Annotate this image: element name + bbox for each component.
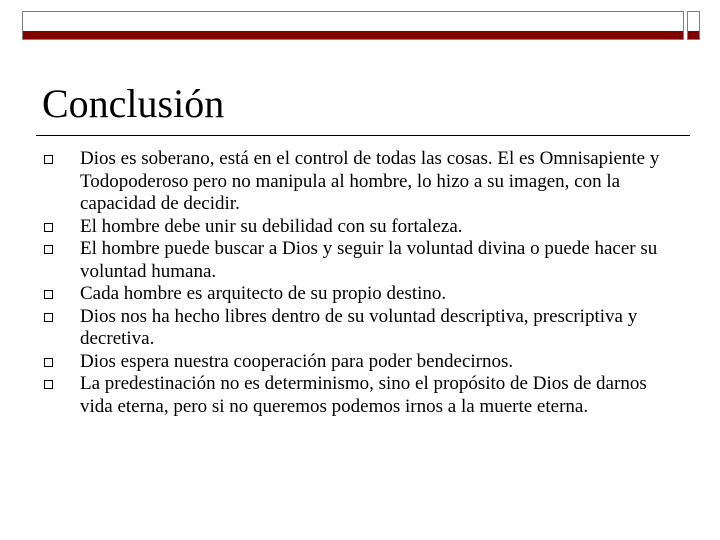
corner-accent-strip <box>688 31 699 39</box>
hollow-square-bullet-icon <box>44 155 53 164</box>
bullet-item <box>44 216 684 239</box>
hollow-square-bullet-icon <box>44 223 53 232</box>
bullet-item <box>44 283 684 306</box>
header-corner-block <box>687 11 700 40</box>
bullet-item <box>44 373 684 418</box>
hollow-square-bullet-icon <box>44 290 53 299</box>
hollow-square-bullet-icon <box>44 245 53 254</box>
hollow-square-bullet-icon <box>44 313 53 322</box>
bullet-text: El hombre puede buscar a Dios y seguir la voluntad divina o puede hacer su voluntad humana. <box>80 238 658 282</box>
hollow-square-bullet-icon <box>44 358 53 367</box>
bullet-item <box>44 306 684 351</box>
bullet-item <box>44 238 684 283</box>
hollow-square-bullet-icon <box>44 380 53 389</box>
title-divider <box>36 135 690 136</box>
bullet-text: La predestinación no es determinismo, sino el propósito de Dios de darnos vida eterna, pero si no queremos podemos irnos a la muerte eterna. <box>80 373 647 417</box>
slide-title: Conclusión <box>42 81 225 126</box>
bullet-text: Dios nos ha hecho libres dentro de su voluntad descriptiva, prescriptiva y decretiva. <box>80 305 638 349</box>
bullet-list <box>44 148 684 418</box>
header-accent-strip <box>23 31 683 39</box>
bullet-text: Cada hombre es arquitecto de su propio destino. <box>80 283 447 304</box>
header-decoration-band <box>22 11 684 40</box>
bullet-item <box>44 148 684 216</box>
bullet-text: Dios es soberano, está en el control de todas las cosas. El es Omnisapiente y Todopoderoso pero no manipula al hombre, lo hizo a su imagen, con la capacidad de decidir. <box>80 148 660 214</box>
bullet-item <box>44 351 684 374</box>
bullet-text: Dios espera nuestra cooperación para poder bendecirnos. <box>80 350 514 372</box>
bullet-text: El hombre debe unir su debilidad con su fortaleza. <box>80 215 463 237</box>
